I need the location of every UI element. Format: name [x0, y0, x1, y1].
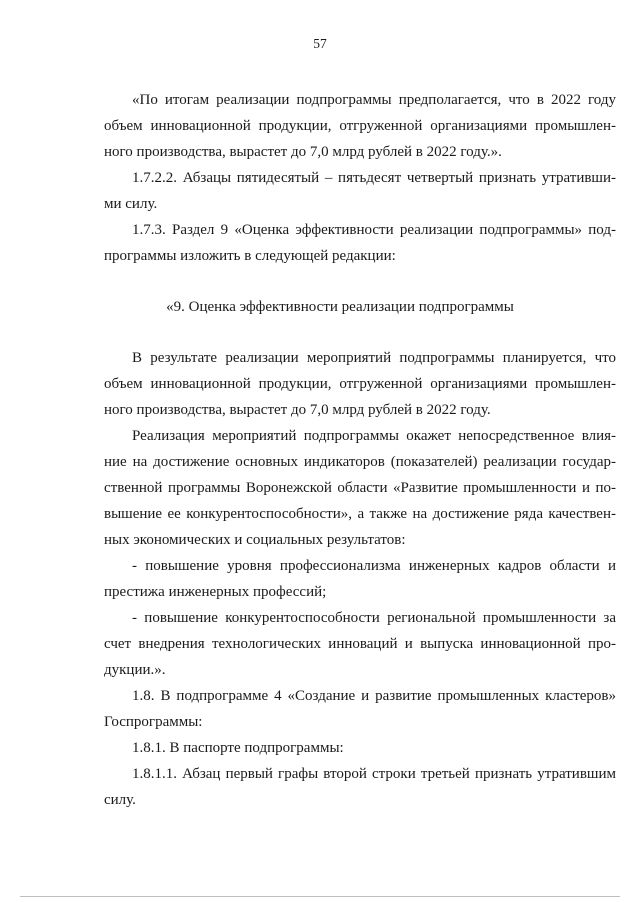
text-line: 1.7.3. Раздел 9 «Оценка эффективности реализации подпрограммы» под-	[132, 222, 616, 238]
text-line: объем инновационной продукции, отгруженной организациями промышлен-	[104, 376, 616, 392]
text-line: программы изложить в следующей редакции:	[104, 248, 396, 264]
list-item-line: счет внедрения технологических инноваций и выпуска инновационной про-	[104, 636, 616, 652]
text-line: 1.8. В подпрограмме 4 «Создание и развитие промышленных кластеров»	[132, 688, 616, 704]
text-line: 1.8.1. В паспорте подпрограммы:	[132, 740, 344, 756]
text-line: ми силу.	[104, 196, 158, 212]
list-item-line: - повышение конкурентоспособности региональной промышленности за	[132, 610, 616, 626]
page-bottom-edge	[20, 896, 620, 897]
text-line: «По итогам реализации подпрограммы предполагается, что в 2022 году	[132, 92, 616, 108]
intro-paragraphs	[104, 87, 616, 269]
text-line: Госпрограммы:	[104, 714, 203, 730]
text-line: 1.8.1.1. Абзац первый графы второй строки третьей признать утратившим	[132, 766, 616, 782]
text-line: ственной программы Воронежской области «Развитие промышленности и по-	[104, 480, 616, 496]
section-heading: «9. Оценка эффективности реализации подпрограммы	[166, 299, 514, 315]
text-line: ного производства, вырастет до 7,0 млрд рублей в 2022 году.	[104, 402, 491, 418]
text-line: ных экономических и социальных результатов:	[104, 532, 406, 548]
section-body	[104, 345, 616, 813]
text-line: силу.	[104, 792, 136, 808]
text-line: 1.7.2.2. Абзацы пятидесятый – пятьдесят четвертый признать утративши-	[132, 170, 616, 186]
page-number: 57	[313, 36, 327, 51]
list-item-line: престижа инженерных профессий;	[104, 584, 327, 600]
text-line: ние на достижение основных индикаторов (показателей) реализации государ-	[104, 454, 616, 470]
list-item-line: - повышение уровня профессионализма инженерных кадров области и	[132, 558, 616, 574]
text-line: В результате реализации мероприятий подпрограммы планируется, что	[132, 350, 616, 366]
list-item-line: дукции.».	[104, 662, 166, 678]
text-line: вышение ее конкурентоспособности», а также на достижение ряда качествен-	[104, 506, 616, 522]
text-line: ного производства, вырастет до 7,0 млрд рублей в 2022 году.».	[104, 144, 502, 160]
text-line: Реализация мероприятий подпрограммы окажет непосредственное влия-	[132, 428, 616, 444]
text-line: объем инновационной продукции, отгруженной организациями промышлен-	[104, 118, 616, 134]
